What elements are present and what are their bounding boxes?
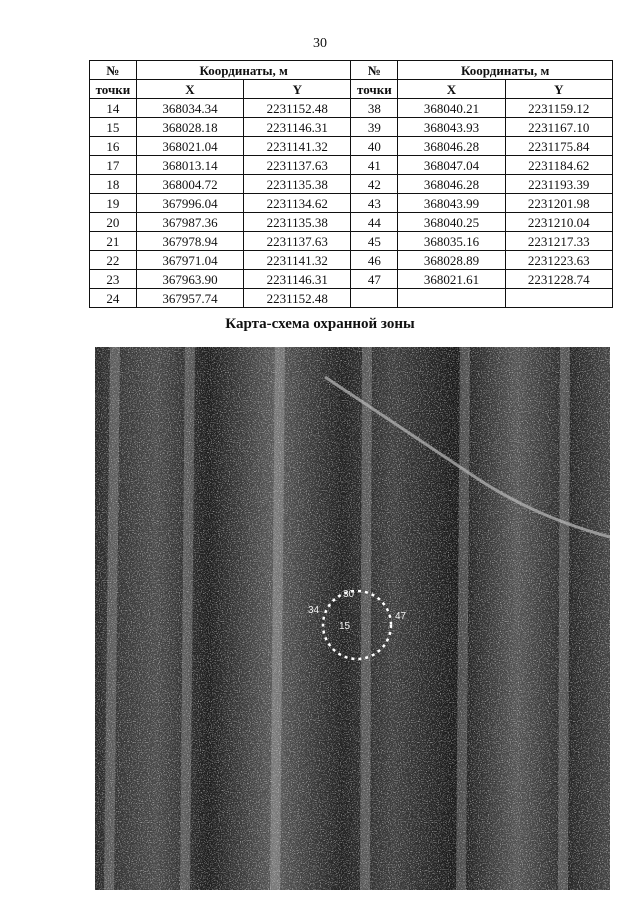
point-number: 22 [90, 251, 137, 270]
point-number: 18 [90, 175, 137, 194]
point-number: 15 [90, 118, 137, 137]
y-value: 2231193.39 [505, 175, 612, 194]
y-value: 2231141.32 [244, 251, 351, 270]
point-number: 41 [351, 156, 398, 175]
x-value [398, 289, 505, 308]
y-value: 2231175.84 [505, 137, 612, 156]
y-value: 2231210.04 [505, 213, 612, 232]
y-value: 2231134.62 [244, 194, 351, 213]
y-value: 2231135.38 [244, 213, 351, 232]
table-row [90, 156, 613, 175]
point-number: 47 [351, 270, 398, 289]
map-point-label: 15 [339, 621, 351, 632]
x-value: 368028.89 [398, 251, 505, 270]
point-number: 14 [90, 99, 137, 118]
x-value: 368004.72 [136, 175, 243, 194]
y-value: 2231228.74 [505, 270, 612, 289]
point-number: 43 [351, 194, 398, 213]
point-number: 39 [351, 118, 398, 137]
map-point-label: 47 [395, 611, 407, 622]
point-number: 40 [351, 137, 398, 156]
y-header: Y [505, 80, 612, 99]
x-value: 368047.04 [398, 156, 505, 175]
y-value: 2231137.63 [244, 232, 351, 251]
x-value: 368021.61 [398, 270, 505, 289]
coordinates-header: Координаты, м [136, 61, 351, 80]
y-value: 2231135.38 [244, 175, 351, 194]
satellite-map-image [95, 347, 610, 890]
table-row [90, 175, 613, 194]
point-number: 46 [351, 251, 398, 270]
point-number: 17 [90, 156, 137, 175]
point-number: 19 [90, 194, 137, 213]
y-value: 2231159.12 [505, 99, 612, 118]
x-value: 368046.28 [398, 137, 505, 156]
table-row [90, 118, 613, 137]
x-value: 368043.93 [398, 118, 505, 137]
point-number [351, 289, 398, 308]
table-row [90, 213, 613, 232]
x-value: 367996.04 [136, 194, 243, 213]
x-value: 367978.94 [136, 232, 243, 251]
y-value: 2231184.62 [505, 156, 612, 175]
point-number: 23 [90, 270, 137, 289]
table-row [90, 194, 613, 213]
x-value: 368043.99 [398, 194, 505, 213]
x-value: 368046.28 [398, 175, 505, 194]
point-number: 45 [351, 232, 398, 251]
y-value: 2231146.31 [244, 118, 351, 137]
table-row [90, 289, 613, 308]
point-number: 16 [90, 137, 137, 156]
table-row [90, 137, 613, 156]
y-value: 2231137.63 [244, 156, 351, 175]
x-value: 368040.21 [398, 99, 505, 118]
point-number: 44 [351, 213, 398, 232]
point-number-header: № [90, 61, 137, 80]
y-value: 2231217.33 [505, 232, 612, 251]
x-value: 368028.18 [136, 118, 243, 137]
y-value: 2231223.63 [505, 251, 612, 270]
y-value: 2231146.31 [244, 270, 351, 289]
point-number: 42 [351, 175, 398, 194]
table-header-row [90, 61, 613, 80]
x-value: 367987.36 [136, 213, 243, 232]
y-value: 2231201.98 [505, 194, 612, 213]
map-point-label: 34 [308, 605, 320, 616]
point-number: 38 [351, 99, 398, 118]
map-point-label: 30 [343, 589, 355, 600]
x-value: 368035.16 [398, 232, 505, 251]
x-value: 368021.04 [136, 137, 243, 156]
x-value: 367963.90 [136, 270, 243, 289]
table-row [90, 270, 613, 289]
table-row [90, 232, 613, 251]
x-value: 368040.25 [398, 213, 505, 232]
x-value: 368034.34 [136, 99, 243, 118]
point-number: 20 [90, 213, 137, 232]
y-value: 2231167.10 [505, 118, 612, 137]
point-label-header: точки [351, 80, 398, 99]
table-row [90, 99, 613, 118]
coordinates-table [89, 60, 613, 308]
y-value: 2231152.48 [244, 289, 351, 308]
x-value: 368013.14 [136, 156, 243, 175]
table-row [90, 251, 613, 270]
page-number: 30 [313, 36, 327, 51]
point-number: 21 [90, 232, 137, 251]
x-header: X [398, 80, 505, 99]
table-subheader-row [90, 80, 613, 99]
point-number: 24 [90, 289, 137, 308]
y-value [505, 289, 612, 308]
y-value: 2231152.48 [244, 99, 351, 118]
y-value: 2231141.32 [244, 137, 351, 156]
map-title: Карта-схема охранной зоны [225, 316, 415, 332]
y-header: Y [244, 80, 351, 99]
coordinates-header: Координаты, м [398, 61, 613, 80]
x-header: X [136, 80, 243, 99]
x-value: 367957.74 [136, 289, 243, 308]
point-label-header: точки [90, 80, 137, 99]
point-number-header: № [351, 61, 398, 80]
x-value: 367971.04 [136, 251, 243, 270]
